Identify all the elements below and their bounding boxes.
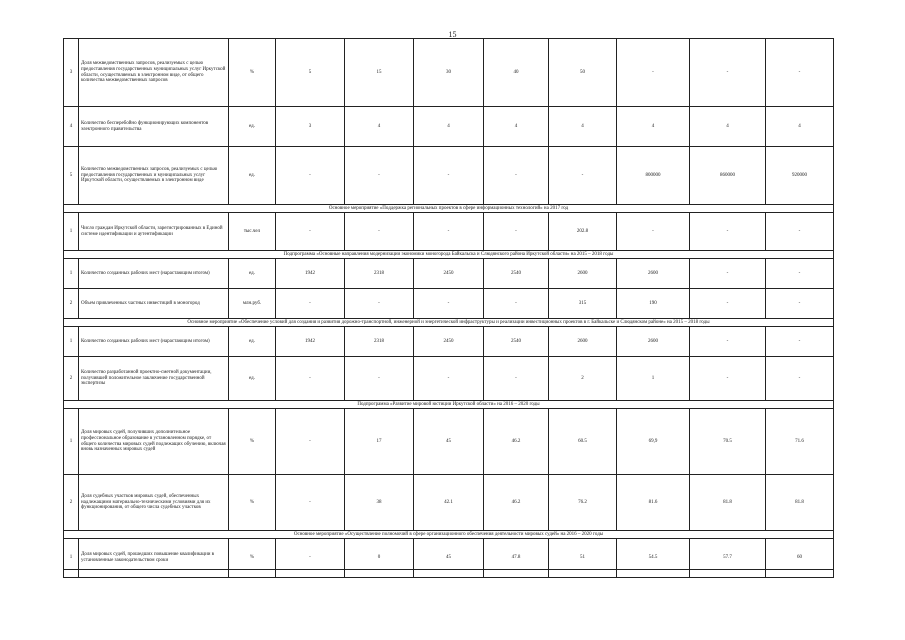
value-cell: 71.6 xyxy=(766,409,834,475)
section-title: Основное мероприятие «Осуществление полномочий в сфере организационного обеспечения деятельности мировых судей» на 2016 – 2020 годы xyxy=(64,531,834,539)
value-cell: 800000 xyxy=(617,147,690,205)
value-cell: 3 xyxy=(276,107,345,147)
value-cell: - xyxy=(766,327,834,357)
value-cell: 38 xyxy=(345,475,414,531)
unit-cell: ед. xyxy=(229,357,276,401)
value-cell: 2600 xyxy=(549,327,617,357)
value-cell: 40 xyxy=(484,39,549,107)
value-cell: 46.2 xyxy=(484,409,549,475)
indicator-name: Доля судебных участков мировых судей, обеспеченных надлежащими материально-техническими условиями для их функционирования, от общего числа судебных участков xyxy=(79,475,229,531)
value-cell: - xyxy=(617,213,690,251)
indicator-name: Число граждан Иркутской области, зарегистрированных в Единой системе идентификации и аутентификации xyxy=(79,213,229,251)
value-cell: 45 xyxy=(414,539,484,578)
value-cell: - xyxy=(414,213,484,251)
row-number: 4 xyxy=(64,107,79,147)
unit-cell: % xyxy=(229,475,276,531)
section-title: Основное мероприятие «Поддержка региональных проектов в сфере информационных технологий» на 2017 год xyxy=(64,205,834,213)
table-row xyxy=(64,475,834,531)
indicator-name: Количество межведомственных запросов, реализуемых с целью предоставления государственных и муниципальных услуг Иркутской области, осуществляемых в электронном виде xyxy=(79,147,229,205)
value-cell: 2450 xyxy=(414,327,484,357)
value-cell: - xyxy=(414,289,484,319)
value-cell: - xyxy=(484,213,549,251)
row-number: 1 xyxy=(64,409,79,475)
value-cell: 1942 xyxy=(276,327,345,357)
value-cell: - xyxy=(617,39,690,107)
unit-cell: тыс.чел xyxy=(229,213,276,251)
table-row xyxy=(64,539,834,578)
value-cell: 15 xyxy=(345,39,414,107)
value-cell: 30 xyxy=(414,39,484,107)
value-cell: 60 xyxy=(766,539,834,578)
value-cell: 45 xyxy=(414,409,484,475)
value-cell: - xyxy=(276,213,345,251)
value-cell: 81.6 xyxy=(617,475,690,531)
section-title: Основное мероприятие «Обеспечение условий для создания и развития дорожно-транспортной, инженерной и энергетической инфраструктуры и реализации инвестиционных проектов в г. Байкальске и Слюдянском районе» на 2015 – 2018 годы xyxy=(64,319,834,327)
table-row xyxy=(64,409,834,475)
value-cell: 1 xyxy=(617,357,690,401)
row-number: 3 xyxy=(64,39,79,107)
indicator-name: Количество созданных рабочих мест (нарастающим итогом) xyxy=(79,327,229,357)
value-cell: 70.5 xyxy=(690,409,766,475)
row-number: 5 xyxy=(64,147,79,205)
section-header-row xyxy=(64,251,834,259)
value-cell: - xyxy=(276,147,345,205)
row-number: 1 xyxy=(64,259,79,289)
value-cell: 315 xyxy=(549,289,617,319)
table-bottom-rule xyxy=(63,569,833,570)
value-cell: 60.5 xyxy=(549,409,617,475)
value-cell: 4 xyxy=(484,107,549,147)
value-cell: 54.5 xyxy=(617,539,690,578)
value-cell: - xyxy=(690,357,766,401)
value-cell: 4 xyxy=(414,107,484,147)
value-cell: - xyxy=(766,289,834,319)
table-row xyxy=(64,107,834,147)
value-cell: 2540 xyxy=(484,259,549,289)
value-cell: 42.1 xyxy=(414,475,484,531)
value-cell: - xyxy=(345,147,414,205)
value-cell: 2540 xyxy=(484,327,549,357)
value-cell: 76.2 xyxy=(549,475,617,531)
unit-cell: ед. xyxy=(229,107,276,147)
value-cell: - xyxy=(484,289,549,319)
value-cell: 920000 xyxy=(766,147,834,205)
value-cell: - xyxy=(549,147,617,205)
value-cell: 5 xyxy=(276,39,345,107)
value-cell: - xyxy=(690,289,766,319)
unit-cell: % xyxy=(229,539,276,578)
value-cell: 51 xyxy=(549,539,617,578)
indicator-name: Доля мировых судей, прошедших повышение квалификации в установленные законодательством сроки xyxy=(79,539,229,578)
value-cell: - xyxy=(276,409,345,475)
table-row xyxy=(64,357,834,401)
row-number: 2 xyxy=(64,357,79,401)
value-cell: 2318 xyxy=(345,259,414,289)
value-cell: - xyxy=(345,289,414,319)
value-cell: 47.8 xyxy=(484,539,549,578)
indicator-name: Доля мировых судей, получивших дополнительное профессиональное образование в установленном порядке, от общего количества мировых судей подлежащих обучению, включая вновь назначенных мировых судей xyxy=(79,409,229,475)
section-header-row xyxy=(64,531,834,539)
value-cell: - xyxy=(484,357,549,401)
value-cell: - xyxy=(690,213,766,251)
unit-cell: млн.руб. xyxy=(229,289,276,319)
value-cell: 2600 xyxy=(617,327,690,357)
table-row xyxy=(64,147,834,205)
value-cell: 69,9 xyxy=(617,409,690,475)
section-title: Подпрограмма «Развитие мировой юстиции Иркутской области» на 2016 – 2020 годы xyxy=(64,401,834,409)
value-cell: - xyxy=(766,213,834,251)
value-cell: - xyxy=(766,259,834,289)
indicator-name: Количество разработанной проектно-сметной документации, получившей положительное заключение государственной экспертизы xyxy=(79,357,229,401)
value-cell: 0 xyxy=(345,539,414,578)
value-cell: 4 xyxy=(549,107,617,147)
value-cell: - xyxy=(276,475,345,531)
value-cell: - xyxy=(690,327,766,357)
unit-cell: % xyxy=(229,409,276,475)
value-cell: - xyxy=(766,39,834,107)
section-header-row xyxy=(64,401,834,409)
table-row xyxy=(64,327,834,357)
value-cell: 202.8 xyxy=(549,213,617,251)
value-cell: 57.7 xyxy=(690,539,766,578)
page-number: 15 xyxy=(448,30,457,39)
value-cell: 4 xyxy=(766,107,834,147)
value-cell: - xyxy=(276,357,345,401)
value-cell: 4 xyxy=(617,107,690,147)
value-cell: 190 xyxy=(617,289,690,319)
value-cell: - xyxy=(690,259,766,289)
row-number: 1 xyxy=(64,539,79,578)
value-cell: 2600 xyxy=(549,259,617,289)
unit-cell: % xyxy=(229,39,276,107)
value-cell: 4 xyxy=(690,107,766,147)
value-cell: - xyxy=(276,289,345,319)
indicators-table xyxy=(63,38,834,578)
row-number: 1 xyxy=(64,327,79,357)
table-row xyxy=(64,259,834,289)
indicator-name: Объем привлеченных частных инвестиций в моногород xyxy=(79,289,229,319)
unit-cell: ед. xyxy=(229,147,276,205)
value-cell: - xyxy=(276,539,345,578)
unit-cell: ед. xyxy=(229,327,276,357)
value-cell: 81.8 xyxy=(766,475,834,531)
value-cell: 1942 xyxy=(276,259,345,289)
value-cell: - xyxy=(414,357,484,401)
value-cell: - xyxy=(484,147,549,205)
value-cell: 17 xyxy=(345,409,414,475)
unit-cell: ед. xyxy=(229,259,276,289)
table-row xyxy=(64,213,834,251)
value-cell: - xyxy=(414,147,484,205)
indicator-name: Количество бесперебойно функционирующих компонентов электронного правительства xyxy=(79,107,229,147)
value-cell: 2318 xyxy=(345,327,414,357)
value-cell: - xyxy=(345,357,414,401)
value-cell: 2 xyxy=(549,357,617,401)
table-row xyxy=(64,289,834,319)
value-cell: 46.2 xyxy=(484,475,549,531)
value-cell: 2600 xyxy=(617,259,690,289)
row-number: 2 xyxy=(64,289,79,319)
table-row xyxy=(64,39,834,107)
indicator-name: Количество созданных рабочих мест (нарастающим итогом) xyxy=(79,259,229,289)
value-cell: 81.8 xyxy=(690,475,766,531)
value-cell: - xyxy=(690,39,766,107)
section-title: Подпрограмма «Основные направления модернизации экономики моногорода Байкальска и Слюдянского района Иркутской области» на 2015 – 2018 годы xyxy=(64,251,834,259)
value-cell: - xyxy=(345,213,414,251)
value-cell: 50 xyxy=(549,39,617,107)
value-cell: 4 xyxy=(345,107,414,147)
value-cell: 860000 xyxy=(690,147,766,205)
value-cell: 2450 xyxy=(414,259,484,289)
value-cell: - xyxy=(766,357,834,401)
section-header-row xyxy=(64,319,834,327)
section-header-row xyxy=(64,205,834,213)
row-number: 2 xyxy=(64,475,79,531)
indicator-name: Доля межведомственных запросов, реализуемых с целью предоставления государственных муниципальных услуг Иркутской области, осуществляемых в электронном виде, от общего количества межведомственных запросов xyxy=(79,39,229,107)
row-number: 1 xyxy=(64,213,79,251)
